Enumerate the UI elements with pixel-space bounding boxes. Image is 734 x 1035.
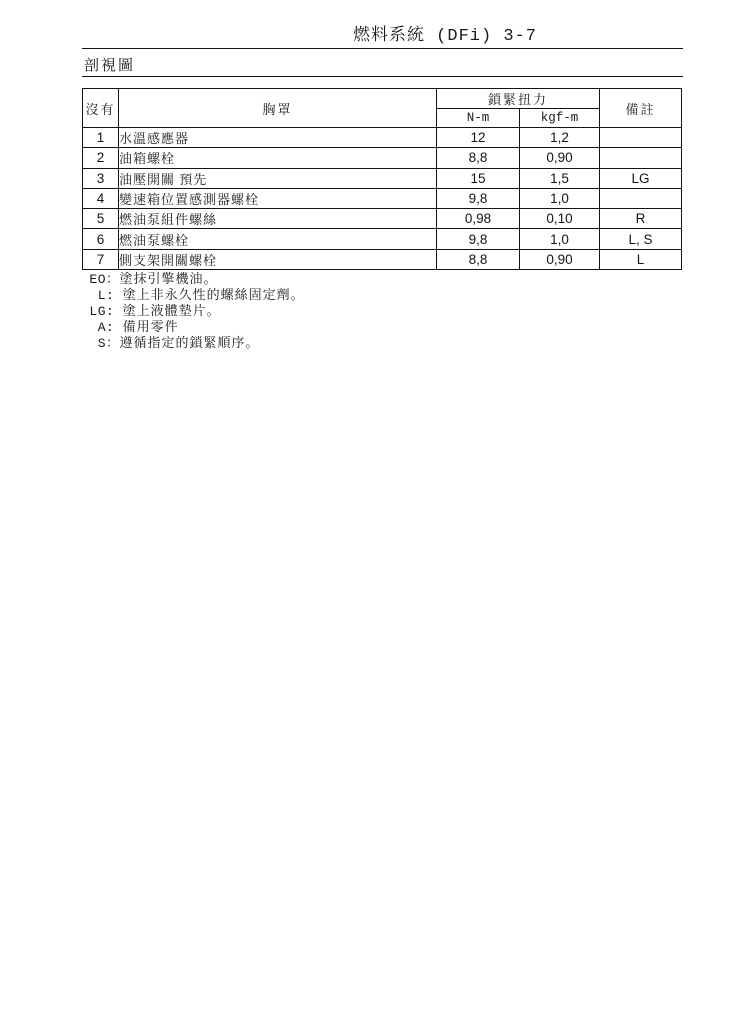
page-title: 燃料系統 (DFi) 3-7 [352, 27, 538, 46]
remarks-cell [600, 128, 682, 148]
footnote-code: EO [89, 272, 106, 287]
remarks-cell [600, 188, 682, 208]
row-no-cell: 5 [83, 209, 119, 229]
footnote-code: S [97, 336, 106, 351]
nm-value-cell: 8,8 [437, 148, 520, 168]
remarks-cell: LG [600, 168, 682, 188]
nm-value-cell: 9,8 [437, 229, 520, 249]
row-no-cell: 4 [83, 188, 119, 208]
table-row [83, 148, 682, 168]
footnote-line [84, 319, 305, 335]
col-header-fastener: 胸罩 [119, 89, 437, 128]
table-row [83, 209, 682, 229]
footnote-colon: ： [106, 336, 120, 351]
fastener-cell: 燃油泵組件螺絲 [119, 209, 437, 229]
col-header-no: 沒有 [83, 89, 119, 128]
kgfm-value-cell: 1,5 [520, 168, 600, 188]
footnote-code: LG [89, 304, 106, 319]
torque-table [82, 88, 682, 270]
fastener-cell: 變速箱位置感測器螺栓 [119, 188, 437, 208]
footnote-code: A [97, 320, 106, 335]
row-no-cell: 6 [83, 229, 119, 249]
fastener-cell: 油壓開關 預先 [119, 168, 437, 188]
fastener-cell: 油箱螺栓 [119, 148, 437, 168]
torque-table-body [83, 128, 682, 270]
footnote-line [84, 335, 305, 351]
footnotes [84, 271, 305, 351]
fastener-cell: 燃油泵螺栓 [119, 229, 437, 249]
footnote-colon: : [106, 320, 123, 335]
table-row [83, 229, 682, 249]
kgfm-value-cell: 1,0 [520, 229, 600, 249]
footnote-text: 遵循指定的鎖緊順序。 [119, 335, 260, 350]
fastener-cell: 側支架開關螺栓 [119, 249, 437, 269]
row-no-cell: 3 [83, 168, 119, 188]
nm-value-cell: 12 [437, 128, 520, 148]
kgfm-value-cell: 1,0 [520, 188, 600, 208]
kgfm-value-cell: 0,90 [520, 148, 600, 168]
remarks-cell: R [600, 209, 682, 229]
nm-value-cell: 9,8 [437, 188, 520, 208]
table-row [83, 188, 682, 208]
col-header-remarks: 備註 [600, 89, 682, 128]
row-no-cell: 1 [83, 128, 119, 148]
footnote-text: 塗抹引擎機油。 [119, 271, 218, 286]
nm-value-cell: 15 [437, 168, 520, 188]
nm-value-cell: 8,8 [437, 249, 520, 269]
footnote-text: 備用零件 [122, 319, 179, 334]
kgfm-value-cell: 0,10 [520, 209, 600, 229]
col-header-kgfm: kgf-m [520, 109, 600, 128]
kgfm-value-cell: 1,2 [520, 128, 600, 148]
footnote-line [84, 287, 305, 303]
col-header-torque: 鎖緊扭力 [437, 89, 600, 109]
remarks-cell: L, S [600, 229, 682, 249]
col-header-nm: N-m [437, 109, 520, 128]
row-no-cell: 7 [83, 249, 119, 269]
remarks-cell: L [600, 249, 682, 269]
footnote-colon: : [106, 304, 123, 319]
footnote-code: L [97, 288, 106, 303]
nm-value-cell: 0,98 [437, 209, 520, 229]
section-divider [82, 76, 683, 77]
footnote-line [84, 303, 305, 319]
row-no-cell: 2 [83, 148, 119, 168]
header-divider [82, 48, 683, 49]
fastener-cell: 水溫感應器 [119, 128, 437, 148]
torque-table-header [83, 89, 682, 128]
table-row [83, 128, 682, 148]
section-heading: 剖視圖 [84, 58, 136, 74]
kgfm-value-cell: 0,90 [520, 249, 600, 269]
footnote-line [84, 271, 305, 287]
table-row [83, 249, 682, 269]
footnote-text: 塗上液體墊片。 [122, 303, 221, 318]
table-row [83, 168, 682, 188]
remarks-cell [600, 148, 682, 168]
footnote-colon: ： [106, 272, 120, 287]
footnote-colon: : [106, 288, 123, 303]
footnote-text: 塗上非永久性的螺絲固定劑。 [122, 287, 305, 302]
